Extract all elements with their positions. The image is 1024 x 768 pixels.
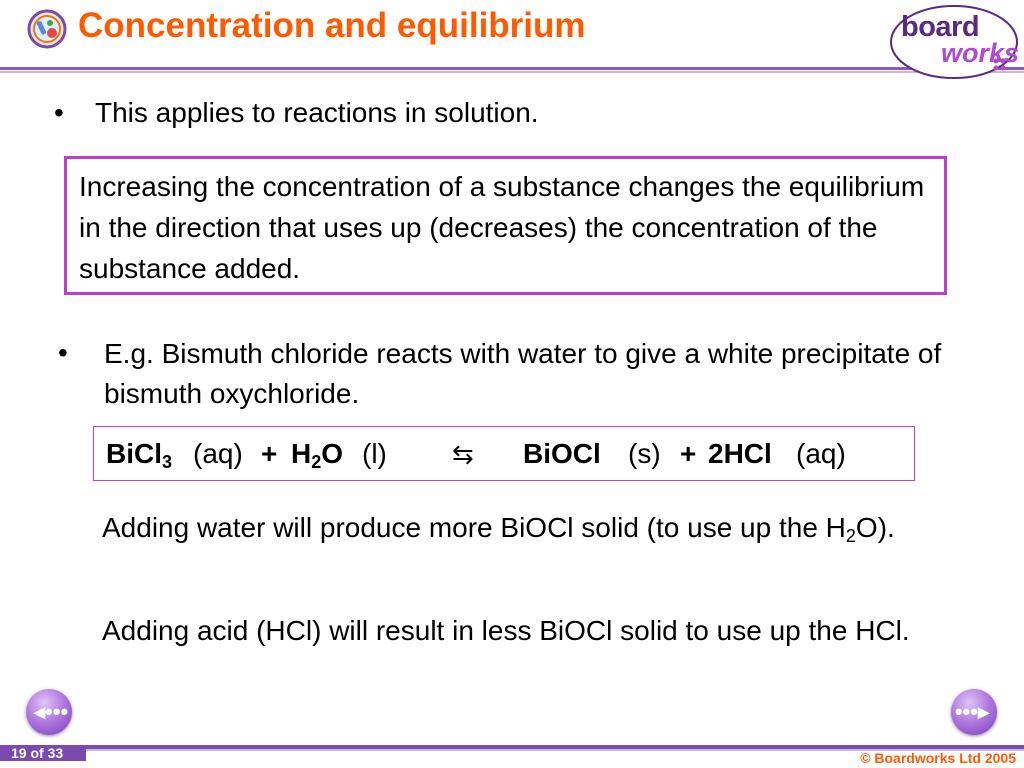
equilibrium-arrow-icon: ⇆: [452, 439, 474, 469]
rule-text: Increasing the concentration of a substance changes the equilibrium in the direction that uses up (decreases) the concentration of the substance added.: [79, 171, 925, 284]
header-divider: [0, 64, 1024, 78]
page-counter: 19 of 33: [11, 745, 64, 761]
equation-state-aq: (aq): [796, 438, 846, 469]
bullet-text: This applies to reactions in solution.: [95, 97, 539, 128]
equation-reactant-h2o: $H_2O$: [291, 438, 344, 472]
bullet-text: E.g. Bismuth chloride reacts with water to give a white precipitate of bismuth oxychloride.: [104, 338, 942, 409]
equation-product-2hcl: 2HCl: [708, 438, 772, 469]
equation-state-l: (l): [362, 438, 387, 469]
next-slide-button[interactable]: [951, 689, 997, 735]
explanation-acid: Adding acid (HCl) will result in less BiOCl solid to use up the HCl.: [102, 615, 910, 646]
equation-product-biocl: BiOCl: [523, 438, 601, 469]
bullet-marker: •: [58, 337, 68, 368]
page-title: Concentration and equilibrium: [78, 6, 586, 45]
equation-box: [93, 426, 915, 481]
equation-plus: +: [680, 438, 697, 469]
equation-reactant-bicl3: BiCl$_3$: [106, 438, 173, 472]
bullet-marker: •: [54, 97, 64, 128]
previous-slide-button[interactable]: [26, 689, 72, 735]
equation-state-aq: (aq): [193, 438, 243, 469]
equation-plus: +: [261, 438, 278, 469]
logo-word-works: works: [941, 38, 1020, 68]
chemistry-topic-icon: [27, 9, 67, 49]
slide-header: [0, 0, 1024, 80]
slide-footer: [0, 745, 1024, 768]
rule-callout-box: [64, 156, 947, 295]
explanation-water: Adding water will produce more BiOCl solid (to use up the $H_2O$).: [102, 512, 895, 546]
previous-arrow-icon: ◂•••: [34, 699, 69, 724]
copyright-notice: © Boardworks Ltd 2005: [860, 750, 1016, 766]
equation-state-s: (s): [628, 438, 661, 469]
logo-word-board: board: [901, 11, 980, 43]
next-arrow-icon: •••▸: [954, 699, 989, 724]
